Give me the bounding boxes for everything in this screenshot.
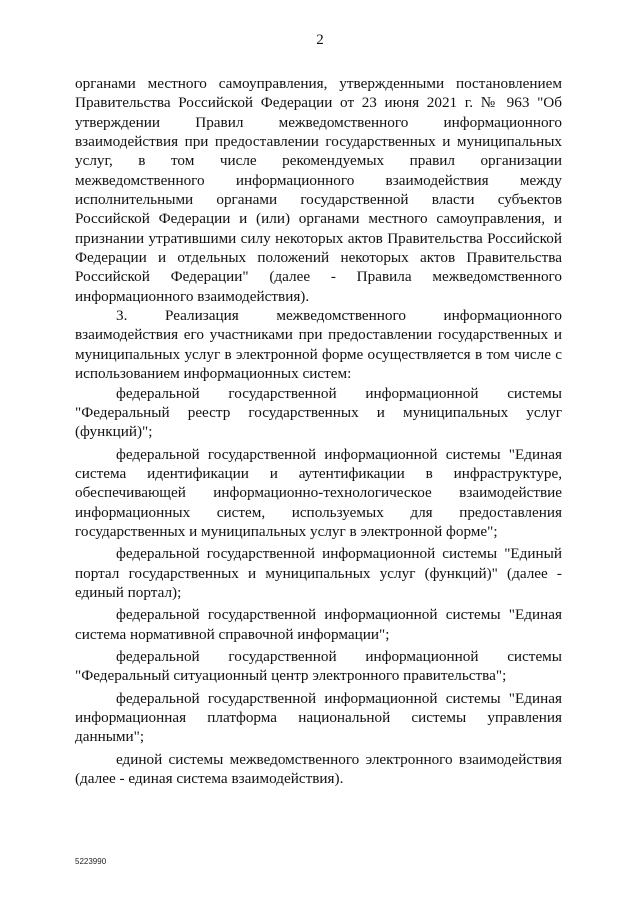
list-item-federal-registry: федеральной государственной информационной системы "Федеральный реестр государственных и муниципальных услуг (функций)";	[75, 384, 562, 441]
paragraph-continuation: органами местного самоуправления, утвержденными постановлением Правительства Российской Федерации от 23 июня 2021 г. № 963 "Об утверждении Правил межведомственного информационного взаимодействия при предоставлении государственных и муниципальных услуг, в том числе рекомендуемых правил организации межведомственного информационного взаимодействия между исполнительными органами государственной власти субъектов Российской Федерации и (или) органами местного самоуправления, и признании утратившими силу некоторых актов Правительства Российской Федерации и отдельных положений некоторых актов Правительства Российской Федерации" (далее - Правила межведомственного информационного взаимодействия).	[75, 75, 562, 305]
list-item-situation-center: федеральной государственной информационной системы "Федеральный ситуационный центр электронного правительства";	[75, 647, 562, 685]
list-item-unified-portal: федеральной государственной информационной системы "Единый портал государственных и муниципальных услуг (функций)" (далее - единый портал);	[75, 545, 562, 601]
list-item-nsi: федеральной государственной информационной системы "Единая система нормативной справочной информации";	[75, 606, 562, 643]
list-item-data-platform: федеральной государственной информационной системы "Единая информационная платформа национальной системы управления данными";	[75, 689, 562, 746]
list-item-esia: федеральной государственной информационной системы "Единая система идентификации и аутентификации в инфраструктуре, обеспечивающей информационно-технологическое взаимодействие информационных систем, используемых для предоставления государственных и муниципальных услуг в электронной форме";	[75, 445, 562, 540]
page-number: 2	[316, 32, 324, 48]
paragraph-clause-3: 3. Реализация межведомственного информационного взаимодействия его участниками при предоставлении государственных и муниципальных услуг в электронной форме осуществляется в том числе с использованием информационных систем:	[75, 307, 562, 383]
list-item-smev: единой системы межведомственного электронного взаимодействия (далее - единая система взаимодействия).	[75, 750, 562, 788]
document-code: 5223990	[75, 857, 107, 866]
document-body	[75, 74, 562, 788]
